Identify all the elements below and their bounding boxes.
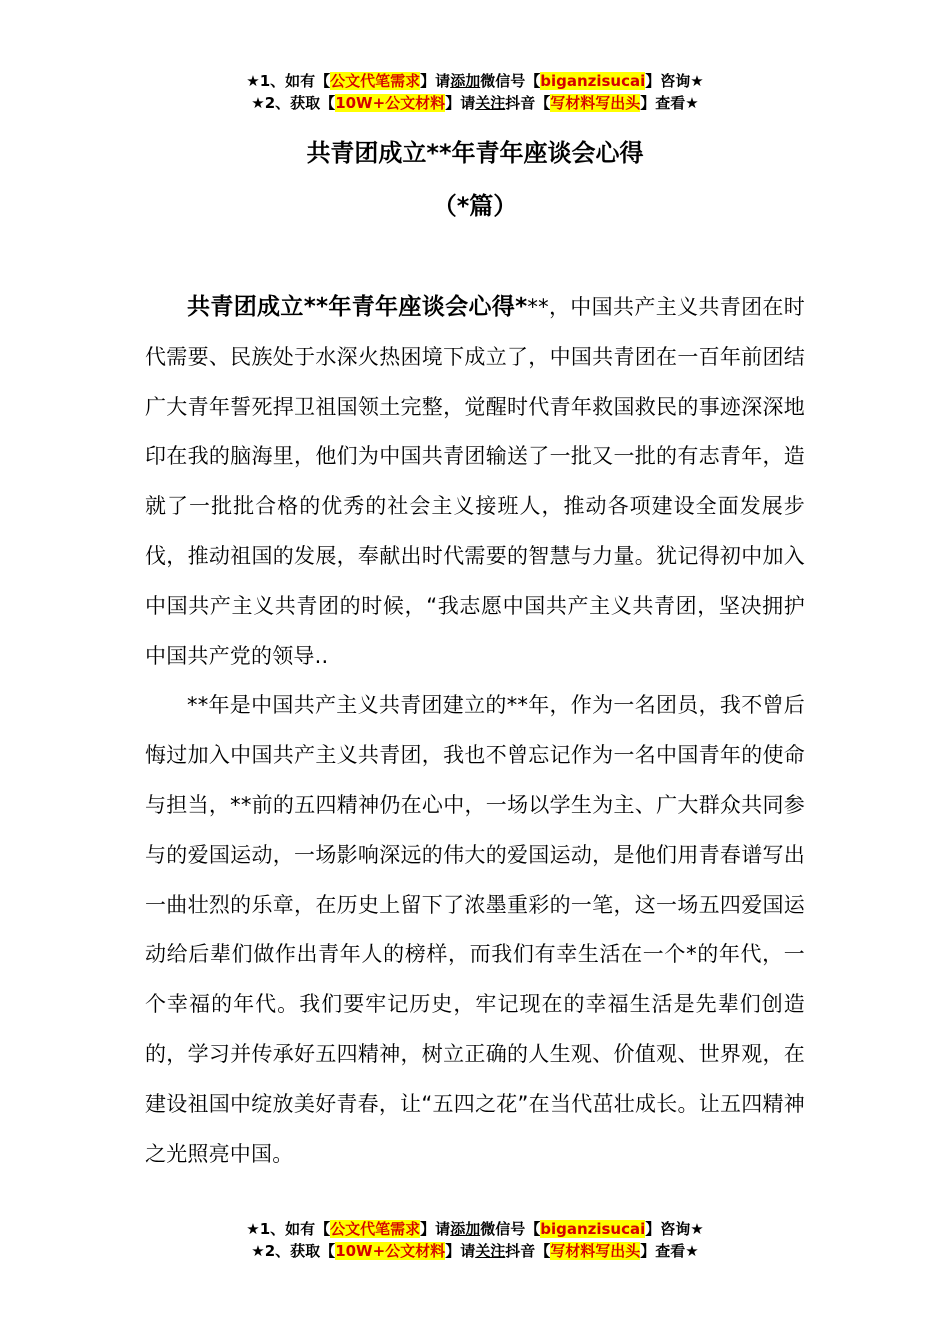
highlight-text: 公文代笔需求	[330, 1220, 421, 1238]
banner-text: 】请	[420, 72, 451, 90]
underlined-text: 关注	[475, 94, 506, 112]
banner-text: 】查看★	[640, 1242, 699, 1260]
paragraph-lead: 共青团成立**年青年座谈会心得*	[187, 294, 528, 320]
wechat-id: biganzisucai	[540, 72, 646, 90]
banner-text: 微信号【	[480, 1220, 541, 1238]
banner-text: ★1、如有【	[246, 1220, 331, 1238]
document-body	[145, 283, 805, 1179]
banner-text: ★1、如有【	[246, 72, 331, 90]
top-banner	[0, 70, 950, 114]
underlined-text: 添加	[450, 72, 481, 90]
underlined-text: 关注	[475, 1242, 506, 1260]
douyin-id: 写材料写出头	[550, 1242, 641, 1260]
banner-text: ★2、获取【	[251, 94, 336, 112]
bottom-banner	[0, 1218, 950, 1262]
highlight-text: 10W+公文材料	[335, 94, 446, 112]
document-subtitle: （*篇）	[432, 192, 518, 220]
banner-text: 微信号【	[480, 72, 541, 90]
paragraph-1	[145, 283, 805, 681]
wechat-id: biganzisucai	[540, 1220, 646, 1238]
banner-line-2	[0, 1240, 950, 1262]
banner-text: ★2、获取【	[251, 1242, 336, 1260]
paragraph-text: **，中国共产主义共青团在时代需要、民族处于水深火热困境下成立了，中国共青团在一百年前团结广大青年誓死捍卫祖国领土完整，觉醒时代青年救国救民的事迹深深地印在我的脑海里，他们为中国共青团输送了一批又一批的有志青年，造就了一批批合格的优秀的社会主义接班人，推动各项建设全面发展步伐，推动祖国的发展，奉献出时代需要的智慧与力量。犹记得初中加入中国共产主义共青团的时候，“我志愿中国共产主义共青团，坚决拥护中国共产党的领导..	[145, 295, 805, 668]
banner-text: 】查看★	[640, 94, 699, 112]
highlight-text: 10W+公文材料	[335, 1242, 446, 1260]
underlined-text: 添加	[450, 1220, 481, 1238]
highlight-text: 公文代笔需求	[330, 72, 421, 90]
banner-text: 】请	[445, 1242, 476, 1260]
banner-line-2	[0, 92, 950, 114]
banner-text: 抖音【	[505, 94, 551, 112]
banner-text: 抖音【	[505, 1242, 551, 1260]
banner-line-1	[0, 1218, 950, 1240]
banner-text: 】咨询★	[645, 72, 704, 90]
banner-line-1	[0, 70, 950, 92]
douyin-id: 写材料写出头	[550, 94, 641, 112]
banner-text: 】请	[420, 1220, 451, 1238]
banner-text: 】请	[445, 94, 476, 112]
paragraph-2: **年是中国共产主义共青团建立的**年，作为一名团员，我不曾后悔过加入中国共产主义共青团，我也不曾忘记作为一名中国青年的使命与担当，**前的五四精神仍在心中，一场以学生为主、广大群众共同参与的爱国运动，一场影响深远的伟大的爱国运动，是他们用青春谱写出一曲壮烈的乐章，在历史上留下了浓墨重彩的一笔，这一场五四爱国运动给后辈们做作出青年人的榜样，而我们有幸生活在一个*的年代，一个幸福的年代。我们要牢记历史，牢记现在的幸福生活是先辈们创造的，学习并传承好五四精神，树立正确的人生观、价值观、世界观，在建设祖国中绽放美好青春，让“五四之花”在当代茁壮成长。让五四精神之光照亮中国。	[145, 693, 805, 1166]
document-title: 共青团成立**年青年座谈会心得	[306, 139, 644, 167]
banner-text: 】咨询★	[645, 1220, 704, 1238]
